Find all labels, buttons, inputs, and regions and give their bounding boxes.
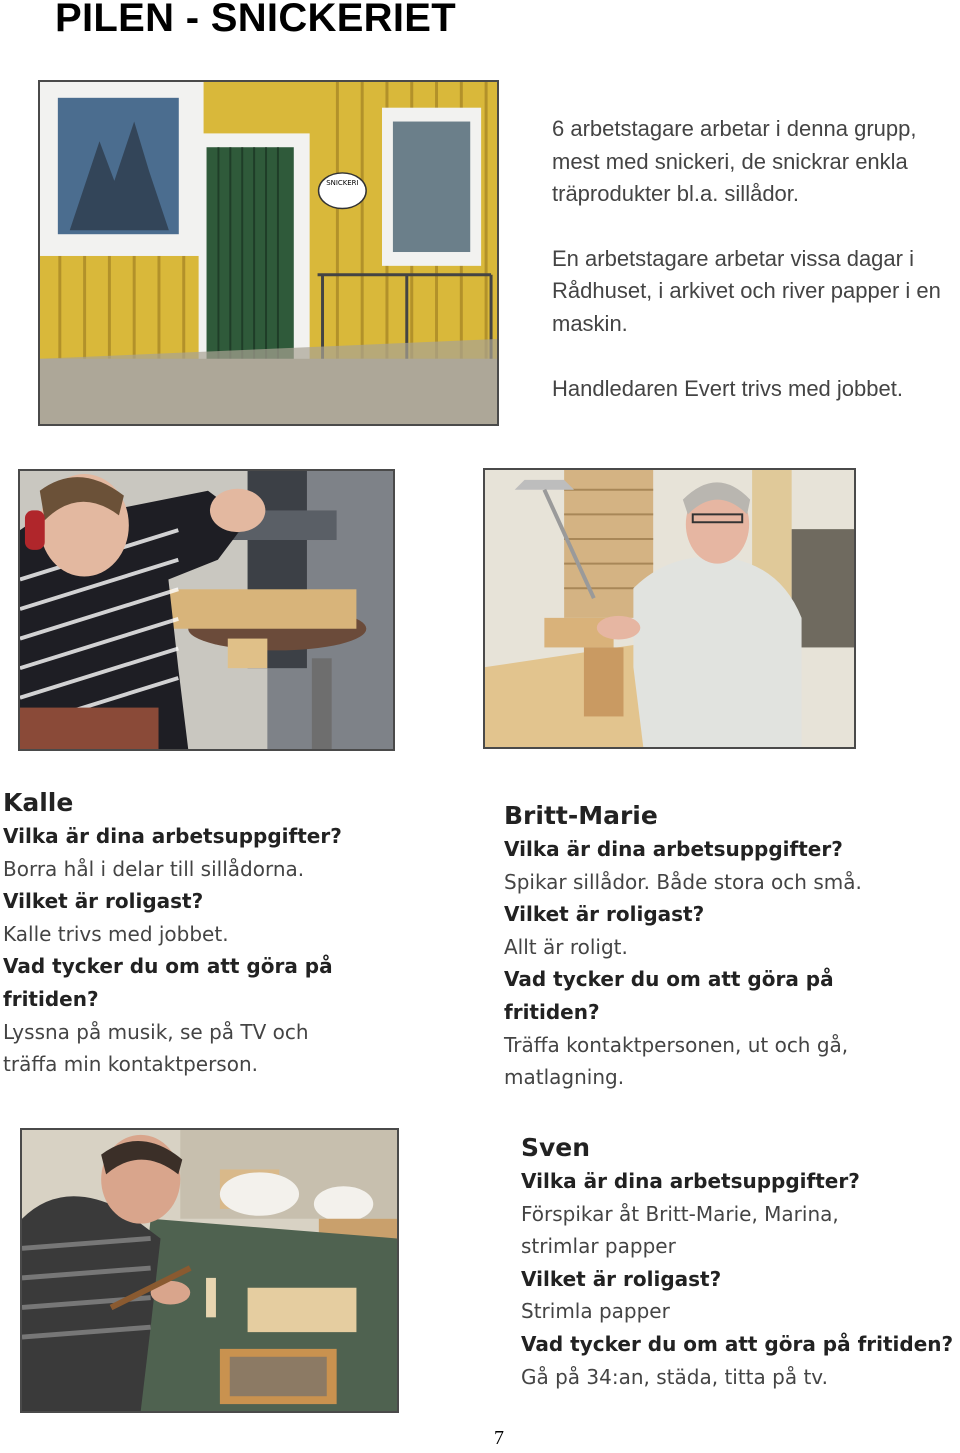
photo-sven-hammering <box>20 1128 399 1413</box>
profile-kalle-answer-3-line-2: träffa min kontaktperson. <box>3 1052 258 1077</box>
profile-kalle-answer-1: Borra hål i delar till sillådorna. <box>3 856 305 881</box>
profile-britt-marie-question-3-line-2: fritiden? <box>504 999 600 1024</box>
profile-britt-marie-question-2: Vilket är roligast? <box>504 902 705 927</box>
profile-britt-marie-answer-3-line-1: Träffa kontaktpersonen, ut och gå, <box>504 1032 849 1057</box>
intro-paragraph-3: Handledaren Evert trivs med jobbet. <box>552 375 903 401</box>
profile-kalle-answer-2: Kalle trivs med jobbet. <box>3 921 229 946</box>
profile-britt-marie-question-1: Vilka är dina arbetsuppgifter? <box>504 837 843 861</box>
profile-kalle-answer-3-line-1: Lyssna på musik, se på TV och <box>3 1019 309 1044</box>
profile-sven-answer-2: Strimla papper <box>521 1299 670 1324</box>
intro-text <box>552 113 952 437</box>
profile-sven-answer-3: Gå på 34:an, städa, titta på tv. <box>521 1364 828 1389</box>
intro-paragraph-2: En arbetstagare arbetar vissa dagar i Rådhuset, i arkivet och river papper i en maskin. <box>552 245 941 336</box>
profile-britt-marie-name: Britt-Marie <box>504 801 658 830</box>
profile-kalle-question-2: Vilket är roligast? <box>3 889 204 914</box>
photo-workshop-exterior <box>38 80 499 426</box>
profile-sven-question-1: Vilka är dina arbetsuppgifter? <box>521 1169 860 1193</box>
profile-sven <box>521 1131 956 1393</box>
profile-kalle-question-3-line-1: Vad tycker du om att göra på <box>3 954 333 979</box>
profile-sven-question-2: Vilket är roligast? <box>521 1266 722 1291</box>
intro-paragraph-1: 6 arbetstagare arbetar i denna grupp, mest med snickeri, de snickrar enkla träprodukter bl.a. sillådor. <box>552 116 917 207</box>
profile-sven-question-3: Vad tycker du om att göra på fritiden? <box>521 1331 954 1356</box>
profile-sven-answer-1-line-2: strimlar papper <box>521 1234 676 1259</box>
photo-kalle-drilling <box>18 469 395 751</box>
profile-britt-marie-answer-3-line-2: matlagning. <box>504 1065 625 1090</box>
page-number: 7 <box>494 1427 504 1449</box>
profile-britt-marie <box>504 799 954 1094</box>
profile-britt-marie-question-3-line-1: Vad tycker du om att göra på <box>504 967 834 992</box>
photo-britt-marie-workbench <box>483 468 856 749</box>
profile-kalle-question-3-line-2: fritiden? <box>3 986 99 1011</box>
profile-britt-marie-answer-1: Spikar sillådor. Både stora och små. <box>504 869 862 894</box>
profile-britt-marie-answer-2: Allt är roligt. <box>504 934 628 959</box>
profile-kalle-name: Kalle <box>3 788 74 817</box>
profile-kalle <box>3 786 453 1081</box>
profile-sven-answer-1-line-1: Förspikar åt Britt-Marie, Marina, <box>521 1201 839 1226</box>
page-title: PILEN - SNICKERIET <box>55 0 456 40</box>
profile-sven-name: Sven <box>521 1133 591 1162</box>
sign-text: SNICKERI <box>326 178 359 187</box>
profile-kalle-question-1: Vilka är dina arbetsuppgifter? <box>3 824 342 848</box>
